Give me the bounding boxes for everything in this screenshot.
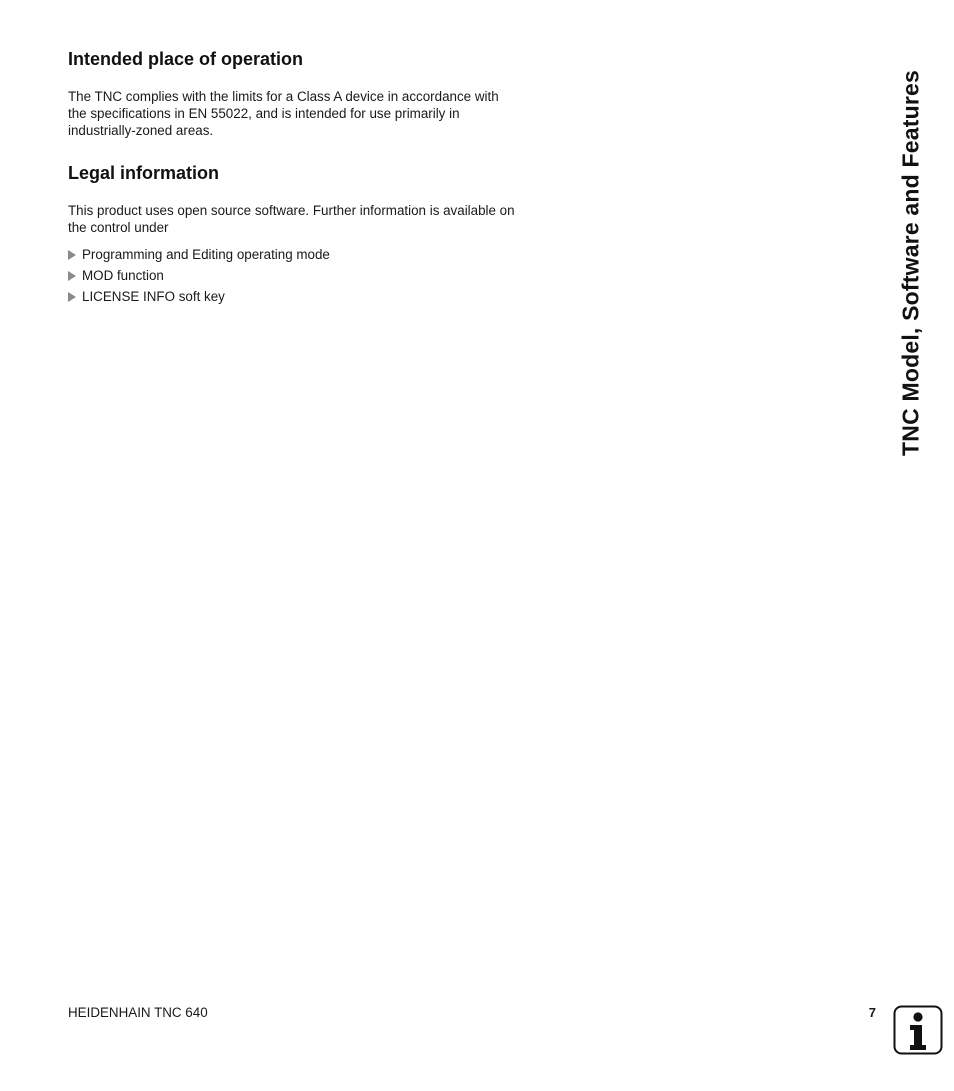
section-legal-information bbox=[68, 162, 518, 307]
list-item bbox=[68, 286, 518, 307]
footer-product-name: HEIDENHAIN TNC 640 bbox=[68, 1005, 208, 1020]
list-item-text: LICENSE INFO soft key bbox=[82, 289, 225, 304]
section-heading: Intended place of operation bbox=[68, 49, 304, 69]
info-icon bbox=[893, 1005, 943, 1055]
section-intended-place bbox=[68, 48, 518, 139]
list-item-text: Programming and Editing operating mode bbox=[82, 247, 330, 262]
triangle-right-icon bbox=[68, 250, 76, 260]
step-list bbox=[68, 244, 518, 307]
page-content bbox=[68, 48, 518, 307]
list-item bbox=[68, 265, 518, 286]
section-heading: Legal information bbox=[68, 163, 220, 183]
triangle-right-icon bbox=[68, 292, 76, 302]
chapter-title-text: TNC Model, Software and Features bbox=[897, 70, 924, 456]
section-paragraph: The TNC complies with the limits for a Class A device in accordance with the specifications in EN 55022, and is intended for use primarily in industrially-zoned areas. bbox=[68, 89, 499, 138]
section-paragraph: This product uses open source software. Further information is available on the control under bbox=[68, 203, 515, 235]
list-item bbox=[68, 244, 518, 265]
triangle-right-icon bbox=[68, 271, 76, 281]
page-number: 7 bbox=[868, 1005, 876, 1020]
list-item-text: MOD function bbox=[82, 268, 164, 283]
